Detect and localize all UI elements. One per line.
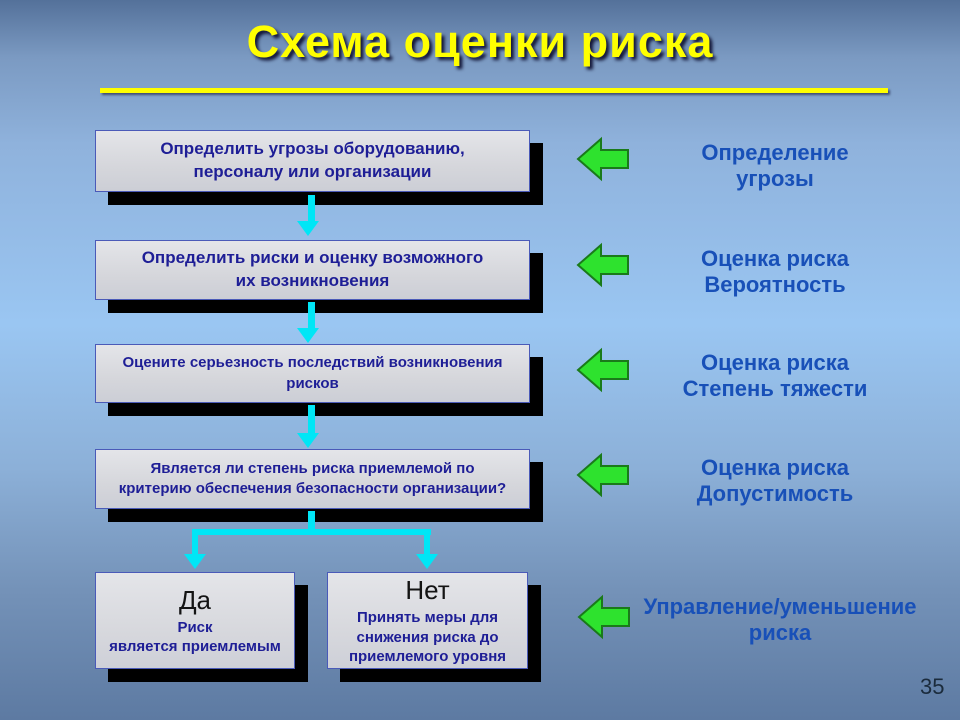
- yes-heading: Да: [178, 585, 212, 616]
- label-line: Оценка риска: [701, 246, 849, 271]
- flow-step-text: персоналу или организации: [193, 162, 432, 181]
- label-line: Оценка риска: [701, 350, 849, 375]
- flow-step-text: критерию обеспечения безопасности организации?: [118, 480, 507, 497]
- green-left-arrow-icon: [576, 242, 630, 288]
- branch-right-drop: [424, 535, 430, 555]
- title-underline: [100, 88, 888, 93]
- connector-arrowhead-down-3: [297, 433, 319, 448]
- flow-step-text: рисков: [286, 374, 339, 392]
- flow-step-text: Является ли степень риска приемлемой по: [150, 459, 475, 477]
- no-heading: Нет: [405, 575, 450, 606]
- flow-step-identify-threats: [95, 130, 530, 192]
- yes-box: [95, 572, 295, 669]
- flow-step-text: Определить риски и оценку возможного: [141, 248, 484, 268]
- slide-title: Схема оценки риска: [246, 16, 714, 67]
- no-text: приемлемого уровня: [348, 648, 507, 666]
- branch-left-drop: [192, 535, 198, 555]
- label-risk-assessment-probability: [625, 246, 925, 299]
- flow-step-assess-severity: [95, 344, 530, 403]
- branch-arrowhead-yes: [184, 554, 206, 569]
- label-risk-assessment-acceptability: [625, 455, 925, 508]
- label-line: Определение: [701, 140, 849, 165]
- connector-arrowhead-down-2: [297, 328, 319, 343]
- label-line: Оценка риска: [701, 455, 849, 480]
- no-text: снижения риска до: [356, 628, 499, 646]
- green-left-arrow-icon: [576, 347, 630, 393]
- label-line: Вероятность: [704, 272, 846, 298]
- connector-stem-3: [308, 405, 315, 433]
- label-risk-management: [610, 594, 950, 647]
- branch-arrowhead-no: [416, 554, 438, 569]
- yes-text: является приемлемым: [109, 638, 281, 656]
- label-line: Допустимость: [696, 481, 854, 507]
- label-line: риска: [748, 620, 812, 646]
- flow-step-text: Оцените серьезность последствий возникновения: [122, 354, 503, 372]
- label-line: Управление/уменьшение: [643, 594, 917, 619]
- flow-step-identify-risks: [95, 240, 530, 300]
- branch-horizontal-line: [192, 529, 431, 535]
- flow-step-acceptability-question: [95, 449, 530, 509]
- label-line: угрозы: [736, 166, 814, 192]
- no-box: [327, 572, 528, 669]
- connector-arrowhead-down-1: [297, 221, 319, 236]
- no-text: Принять меры для: [356, 609, 499, 627]
- connector-stem-1: [308, 195, 315, 221]
- yes-text: Риск: [177, 618, 213, 636]
- page-number: 35: [920, 674, 945, 699]
- green-left-arrow-icon: [576, 452, 630, 498]
- green-left-arrow-icon: [576, 136, 630, 182]
- flow-step-text: Определить угрозы оборудованию,: [160, 139, 465, 159]
- label-line: Степень тяжести: [682, 376, 868, 402]
- flow-step-text: их возникновения: [235, 271, 390, 290]
- connector-stem-2: [308, 302, 315, 328]
- label-threat-identification: [625, 140, 925, 193]
- label-risk-assessment-severity: [625, 350, 925, 403]
